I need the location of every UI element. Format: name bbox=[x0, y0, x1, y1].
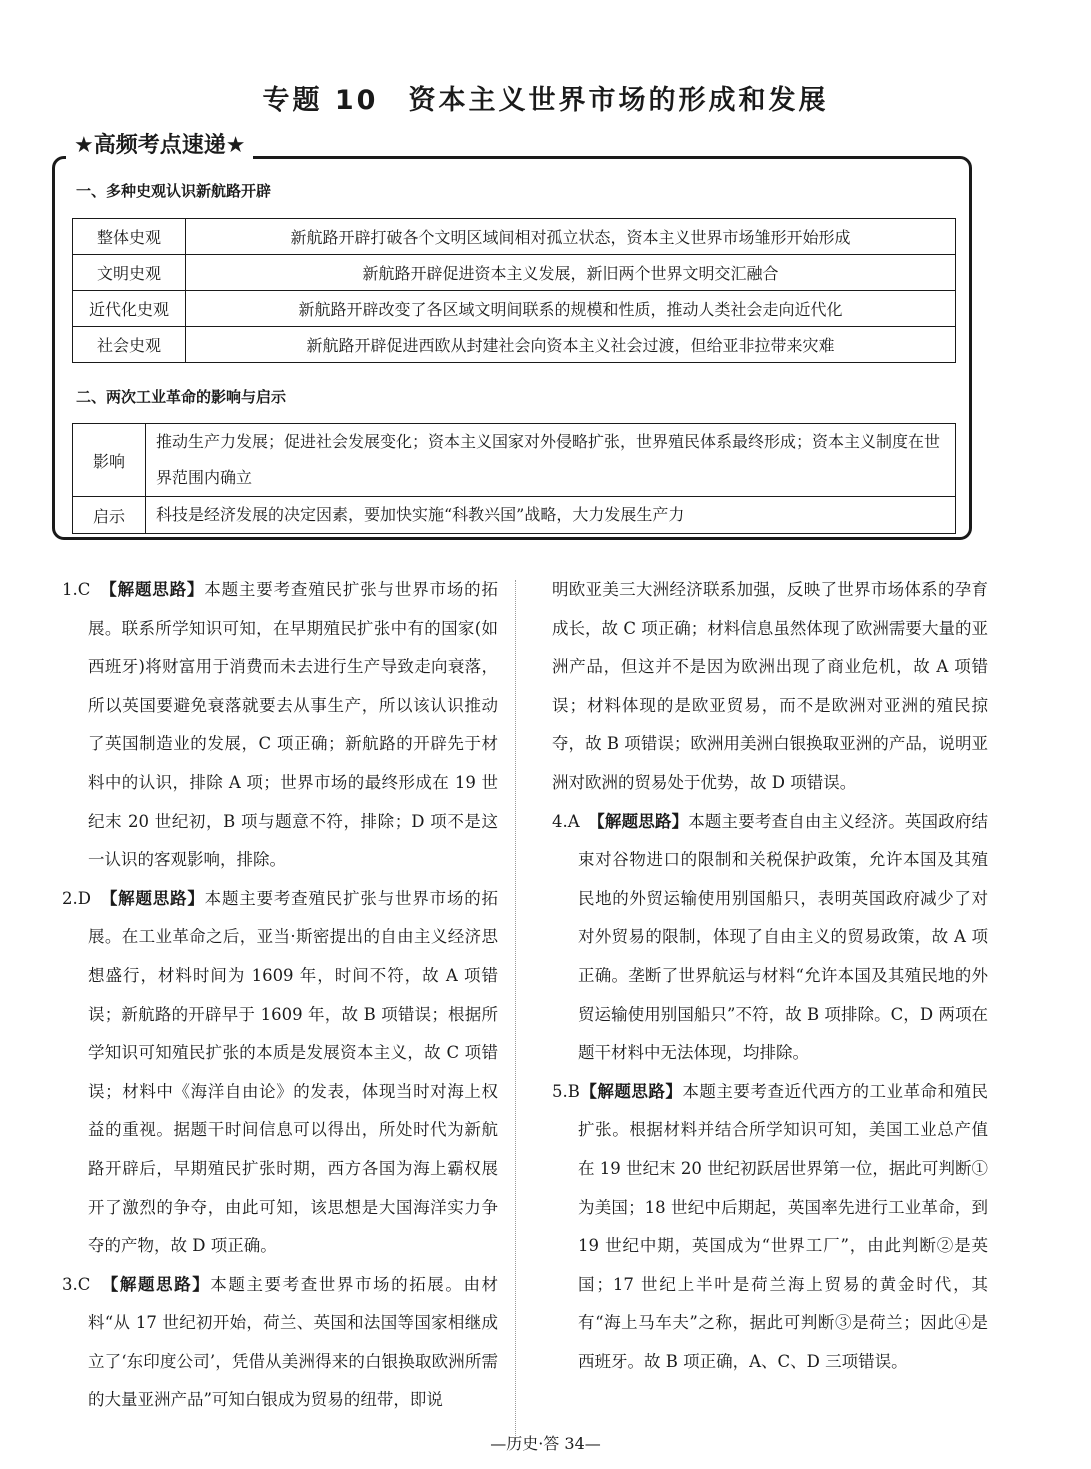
answer-tag: 【解题思路】 bbox=[109, 888, 205, 908]
table-row bbox=[73, 291, 956, 327]
row-value: 新航路开辟促进资本主义发展，新旧两个世界文明交汇融合 bbox=[186, 255, 956, 291]
key-points-heading: ★高频考点速递★ bbox=[66, 128, 253, 159]
answer-number: 1.C bbox=[62, 580, 91, 599]
answer-item bbox=[62, 1266, 498, 1420]
answer-text: 本题主要考查殖民扩张与世界市场的拓展。联系所学知识可知，在早期殖民扩张中有的国家(如西班牙)将财富用于消费而未去进行生产导致走向衰落，所以英国要避免衰落就要去从事生产，所以该认识推动了英国制造业的发展，C 项正确；新航路的开辟先于材料中的认识，排除 A 项；世界市场的最终形成在 19 世纪末 20 世纪初，B 项与题意不符，排除；D 项不是这一认识的客观影响，排除。 bbox=[88, 580, 498, 870]
answer-number: 4.A bbox=[552, 811, 580, 831]
page-title: 专题 10 资本主义世界市场的形成和发展 bbox=[262, 85, 829, 116]
answers-right-column bbox=[526, 571, 988, 1381]
row-key: 近代化史观 bbox=[73, 291, 186, 327]
row-key: 整体史观 bbox=[73, 219, 186, 255]
answer-text: 本题主要考查世界市场的拓展。由材料“从 17 世纪初开始，荷兰、英国和法国等国家相继成立了‘东印度公司’，凭借从美洲得来的白银换取欧洲所需的大量亚洲产品”可知白银成为贸易的纽带，即说 bbox=[88, 1274, 499, 1410]
answer-continuation: 明欧亚美三大洲经济联系加强，反映了世界市场体系的孕育成长，故 C 项正确；材料信息虽然体现了欧洲需要大量的亚洲产品，但这并不是因为欧洲出现了商业危机，故 A 项错误；材料体现的是欧亚贸易，而不是欧洲对亚洲的殖民掠夺，故 B 项错误；欧洲用美洲白银换取亚洲的产品，说明亚洲对欧洲的贸易处于优势，故 D 项错误。 bbox=[552, 580, 988, 792]
row-key: 文明史观 bbox=[73, 255, 186, 291]
answer-item bbox=[552, 803, 988, 1073]
table-row bbox=[73, 497, 956, 534]
table-row bbox=[73, 255, 956, 291]
answer-item bbox=[62, 571, 498, 880]
row-key: 影响 bbox=[73, 424, 146, 497]
answer-text: 本题主要考查自由主义经济。英国政府结束对谷物进口的限制和关税保护政策，允许本国及其殖民地的外贸运输使用别国船只，表明英国政府减少了对对外贸易的限制，体现了自由主义的贸易政策，故 A 项正确。垄断了世界航运与材料“允许本国及其殖民地的外贸运输使用别国船只”不符，故 B 项排除。C，D 两项在题干材料中无法体现，均排除。 bbox=[578, 811, 989, 1063]
section1-heading: 一、多种史观认识新航路开辟 bbox=[76, 182, 272, 200]
answer-text: 本题主要考查殖民扩张与世界市场的拓展。在工业革命之后，亚当·斯密提出的自由主义经济思想盛行，材料时间为 1609 年，时间不符，故 A 项错误；新航路的开辟早于 1609 年，故 B 项错误；根据所学知识可知殖民扩张的本质是发展资本主义，故 C 项错误；材料中《海洋自由论》的发表，体现当时对海上权益的重视。据题干时间信息可以得出，所处时代为新航路开辟后，早期殖民扩张时期，西方各国为海上霸权展开了激烈的争夺，由此可知，该思想是大国海洋实力争夺的产物，故 D 项正确。 bbox=[88, 888, 499, 1256]
answer-tag: 【解题思路】 bbox=[108, 580, 205, 599]
answer-number: 3.C bbox=[62, 1274, 91, 1294]
table-row bbox=[73, 424, 956, 497]
answer-item bbox=[62, 880, 498, 1266]
column-divider bbox=[515, 580, 516, 1440]
answer-text: 本题主要考查近代西方的工业革命和殖民扩张。根据材料并结合所学知识可知，美国工业总产值在 19 世纪末 20 世纪初跃居世界第一位，据此可判断①为美国；18 世纪中后期起，英国率先进行工业革命，到 19 世纪中期，英国成为“世界工厂”，由此判断②是英国；17 世纪上半叶是荷兰海上贸易的黄金时代，其有“海上马车夫”之称，据此可判断③是荷兰；因此④是西班牙。故 B 项正确，A、C、D 三项错误。 bbox=[578, 1081, 989, 1371]
section2-heading: 二、两次工业革命的影响与启示 bbox=[76, 388, 287, 406]
answers-left-column bbox=[36, 571, 498, 1420]
history-views-table bbox=[72, 218, 956, 363]
row-value: 科技是经济发展的决定因素，要加快实施“科教兴国”战略，大力发展生产力 bbox=[146, 497, 956, 534]
answer-tag: 【解题思路】 bbox=[596, 811, 689, 831]
row-value: 新航路开辟打破各个文明区域间相对孤立状态，资本主义世界市场雏形开始形成 bbox=[186, 219, 956, 255]
row-value: 新航路开辟促进西欧从封建社会向资本主义社会过渡，但给亚非拉带来灾难 bbox=[186, 327, 956, 363]
row-key: 启示 bbox=[73, 497, 146, 534]
answer-number: 5.B bbox=[552, 1081, 580, 1101]
row-key: 社会史观 bbox=[73, 327, 186, 363]
table-row bbox=[73, 327, 956, 363]
table-row bbox=[73, 219, 956, 255]
answer-item bbox=[552, 1073, 988, 1382]
answer-tag: 【解题思路】 bbox=[579, 1081, 683, 1101]
answer-number: 2.D bbox=[62, 888, 91, 908]
row-value: 推动生产力发展；促进社会发展变化；资本主义国家对外侵略扩张，世界殖民体系最终形成；资本主义制度在世界范围内确立 bbox=[146, 424, 956, 497]
industrial-revolution-table bbox=[72, 423, 956, 534]
page-footer: —历史·答 34— bbox=[490, 1434, 601, 1453]
answer-tag: 【解题思路】 bbox=[110, 1274, 211, 1294]
row-value: 新航路开辟改变了各区域文明间联系的规模和性质，推动人类社会走向近代化 bbox=[186, 291, 956, 327]
